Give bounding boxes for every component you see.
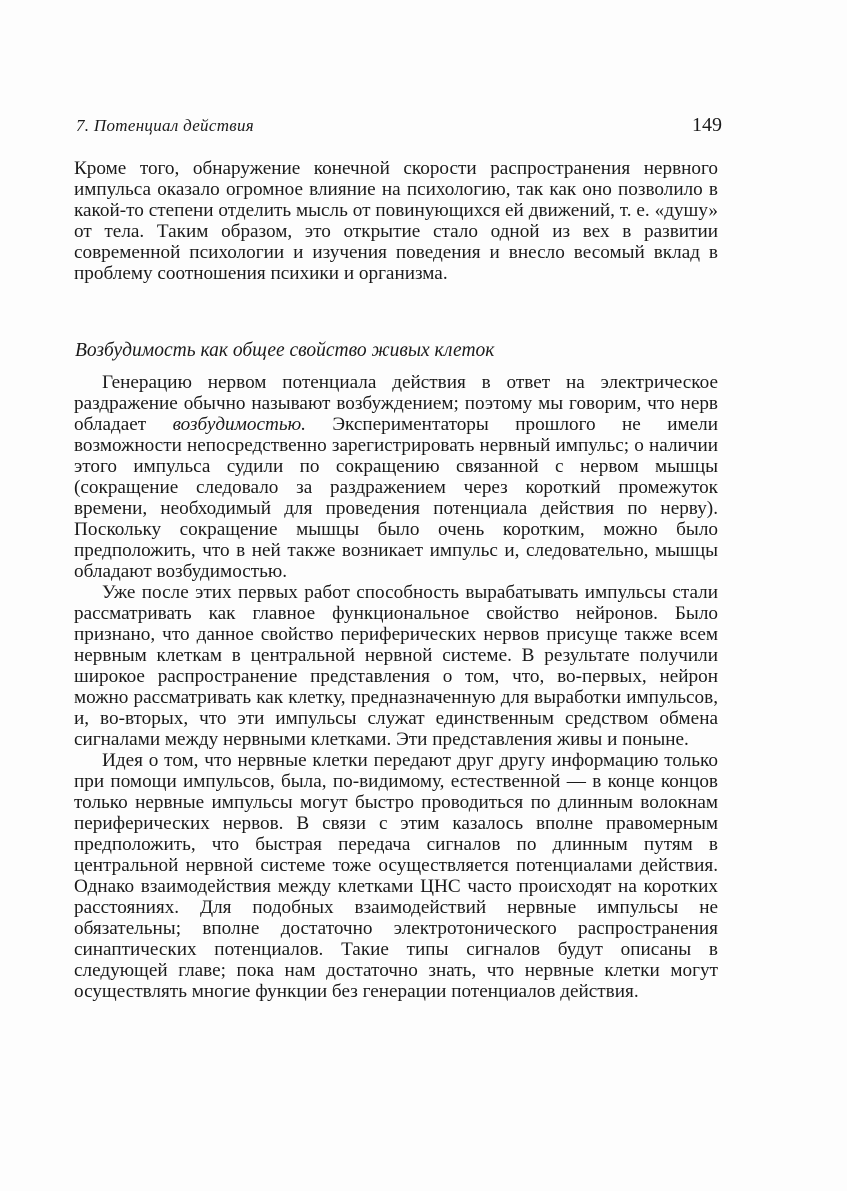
section-heading: Возбудимость как общее свойство живых клеток <box>75 340 495 361</box>
chapter-title: 7. Потенциал действия <box>76 116 254 135</box>
section-body <box>74 372 718 1002</box>
body-paragraph-1 <box>74 372 718 582</box>
body-paragraph-2: Уже после этих первых работ способность вырабатывать импульсы стали рассматривать как главное функциональное свойство нейронов. Было признано, что данное свойство периферических нервов присуще также всем нервным клеткам в центральной нервной системе. В результате получили широкое распространение представления о том, что, во-первых, нейрон можно рассматривать как клетку, предназначенную для выработки импульсов, и, во-вторых, что эти импульсы служат единственным средством обмена сигналами между нервными клетками. Эти представления живы и поныне. <box>74 582 718 750</box>
body-paragraph-3: Идея о том, что нервные клетки передают друг другу информацию только при помощи импульсов, была, по-видимому, естественной — в конце концов только нервные импульсы могут быстро проводиться по длинным волокнам периферических нервов. В связи с этим казалось вполне правомерным предположить, что быстрая передача сигналов по длинным путям в центральной нервной системе тоже осуществляется потенциалами действия. Однако взаимодействия между клетками ЦНС часто происходят на коротких расстояниях. Для подобных взаимодействий нервные импульсы не обязательны; вполне достаточно электротонического распространения синаптических потенциалов. Такие типы сигналов будут описаны в следующей главе; пока нам достаточно знать, что нервные клетки могут осуществлять многие функции без генерации потенциалов действия. <box>74 750 718 1002</box>
emphasis-term: возбудимостью. <box>172 414 306 435</box>
intro-text <box>74 158 718 284</box>
paragraph-1-text-a: Генерацию нервом потенциала действия в ответ на электрическое раздражение обычно называют возбуждением; поэтому мы говорим, что нерв обладает <box>74 372 718 435</box>
running-head <box>76 116 722 140</box>
page-number: 149 <box>692 114 722 136</box>
paragraph-1-text-b: Экспериментаторы прошлого не имели возможности непосредственно зарегистрировать нервный импульс; о наличии этого импульса судили по сокращению связанной с нервом мышцы (сокращение следовало за раздражением через короткий промежуток времени, необходимый для проведения потенциала действия по нерву). Поскольку сокращение мышцы было очень коротким, можно было предположить, что в ней также возникает импульс и, следовательно, мышцы обладают возбудимостью. <box>74 414 718 582</box>
intro-paragraph: Кроме того, обнаружение конечной скорости распространения нервного импульса оказало огромное влияние на психологию, так как оно позволило в какой-то степени отделить мысль от повинующихся ей движений, т. е. «душу» от тела. Таким образом, это открытие стало одной из вех в развитии современной психологии и изучения поведения и внесло весомый вклад в проблему соотношения психики и организма. <box>74 158 718 284</box>
